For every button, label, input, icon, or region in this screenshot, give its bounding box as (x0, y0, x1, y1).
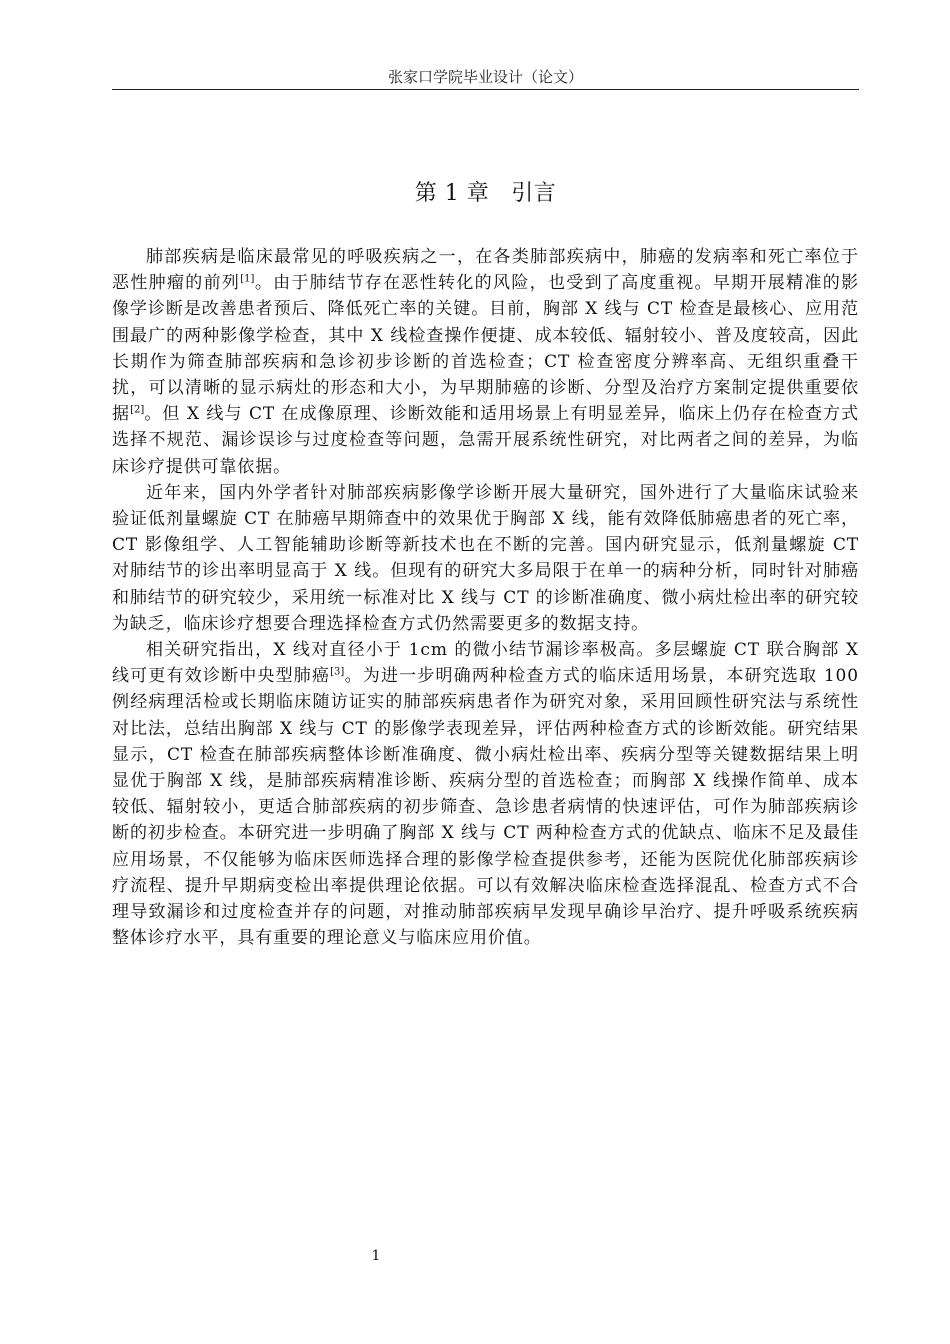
chapter-number: 第 1 章 (414, 181, 490, 206)
chapter-title (112, 178, 859, 210)
citation-2: [2] (130, 404, 145, 416)
citation-3: [3] (330, 666, 345, 678)
body-text (112, 244, 859, 951)
paragraph-3-part-a: 相关研究指出，X 线对直径小于 1cm 的微小结节漏诊率极高。多层螺旋 CT 联合胸部 X 线可更有效诊断中央型肺癌 (112, 640, 859, 687)
paragraph-2: 近年来，国内外学者针对肺部疾病影像学诊断开展大量研究，国外进行了大量临床试验来验证低剂量螺旋 CT 在肺癌早期筛查中的效果优于胸部 X 线，能有效降低肺癌患者的死亡率，CT 影像组学、人工智能辅助诊断等新技术也在不断的完善。国内研究显示，低剂量螺旋 CT 对肺结节的诊出率明显高于 X 线。但现有的研究大多局限于在单一的病种分析，同时针对肺癌和肺结节的研究较少，采用统一标准对比 X 线与 CT 的诊断准确度、微小病灶检出率的研究较为缺乏，临床诊疗想要合理选择检查方式仍然需要更多的数据支持。 (112, 482, 859, 634)
paragraph-1-part-a: 肺部疾病是临床最常见的呼吸疾病之一，在各类肺部疾病中，肺癌的发病率和死亡率位于恶性肿瘤的前列 (112, 247, 859, 294)
paragraph-3 (112, 637, 859, 951)
paragraph-1-part-b: 。由于肺结节存在恶性转化的风险，也受到了高度重视。早期开展精准的影像学诊断是改善患者预后、降低死亡率的关键。目前，胸部 X 线与 CT 检查是最核心、应用范围最广的两种影像学检查，其中 X 线检查操作便捷、成本较低、辐射较小、普及度较高，因此长期作为筛查肺部疾病和急诊初步诊断的首选检查；CT 检查密度分辨率高、无组织重叠干扰，可以清晰的显示病灶的形态和大小，为早期肺癌的诊断、分型及治疗方案制定提供重要依据 (112, 273, 859, 425)
paragraph-1-part-c: 。但 X 线与 CT 在成像原理、诊断效能和适用场景上有明显差异，临床上仍存在检查方式选择不规范、漏诊误诊与过度检查等问题，急需开展系统性研究，对比两者之间的差异，为临床诊疗提供可靠依据。 (112, 404, 860, 477)
paragraph-3-part-b: 。为进一步明确两种检查方式的临床适用场景，本研究选取 100 例经病理活检或长期临床随访证实的肺部疾病患者作为研究对象，采用回顾性研究法与系统性对比法，总结出胸部 X 线与 CT 的影像学表现差异，评估两种检查方式的诊断效能。研究结果显示，CT 检查在肺部疾病整体诊断准确度、微小病灶检出率、疾病分型等关键数据结果上明显优于胸部 X 线，是肺部疾病精准诊断、疾病分型的首选检查；而胸部 X 线操作简单、成本较低、辐射较小，更适合肺部疾病的初步筛查、急诊患者病情的快速评估，可作为肺部疾病诊断的初步检查。本研究进一步明确了胸部 X 线与 CT 两种检查方式的优缺点、临床不足及最佳应用场景，不仅能够为临床医师选择合理的影像学检查提供参考，还能为医院优化肺部疾病诊疗流程、提升早期病变检出率提供理论依据。可以有效解决临床检查选择混乱、检查方式不合理导致漏诊和过度检查并存的问题，对推动肺部疾病早发现早确诊早治疗、提升呼吸系统疾病整体诊疗水平，具有重要的理论意义与临床应用价值。 (112, 666, 859, 949)
header-divider (112, 89, 859, 90)
page-number: 1 (371, 1248, 381, 1264)
citation-1: [1] (240, 273, 255, 285)
chapter-name: 引言 (511, 181, 557, 206)
running-header: 张家口学院毕业设计（论文） (387, 68, 583, 86)
paragraph-1 (112, 244, 859, 480)
